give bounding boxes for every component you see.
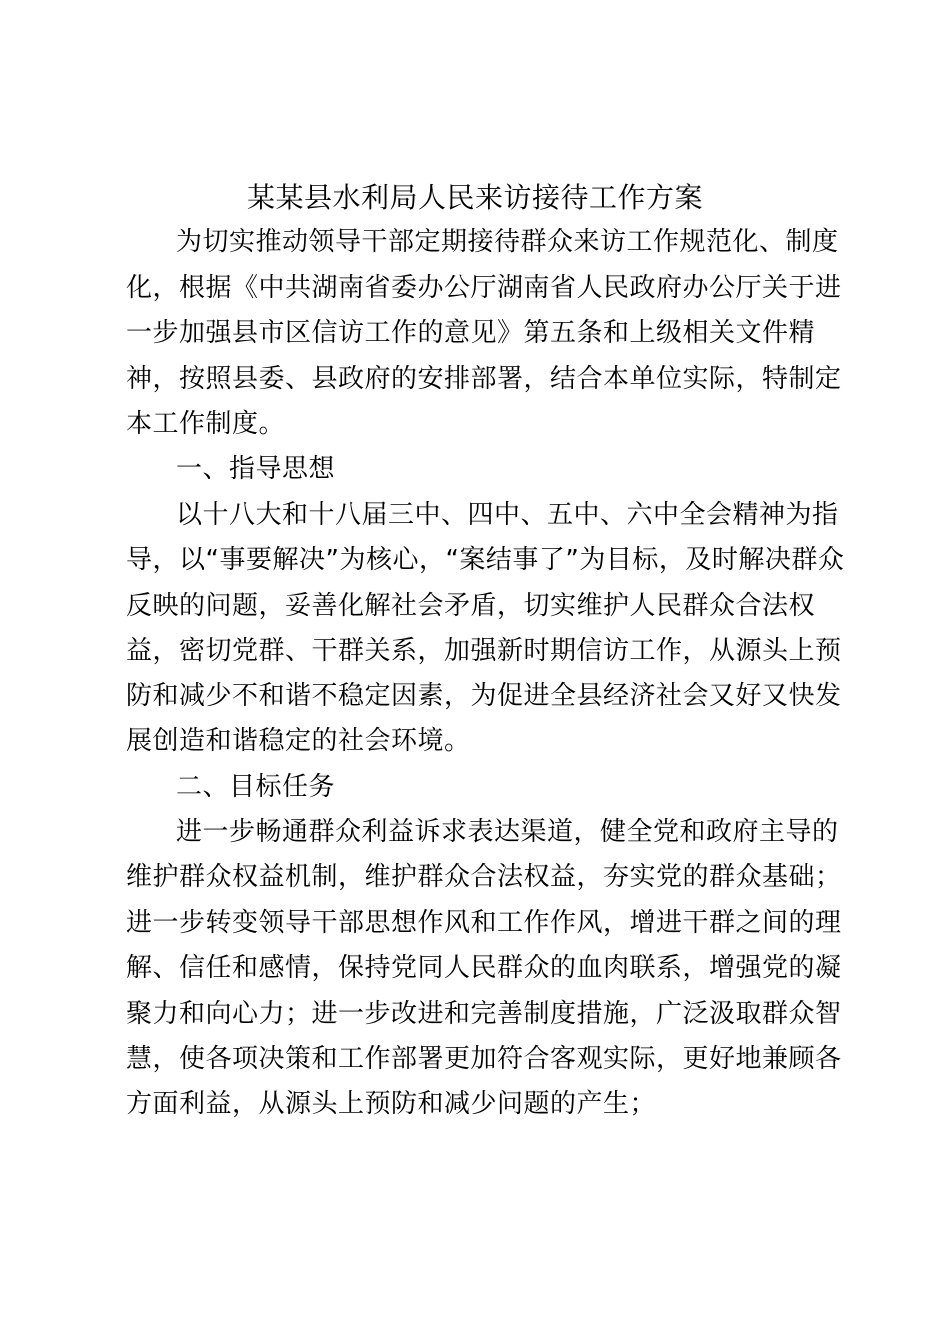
section-heading: 二、目标任务 — [176, 772, 336, 802]
paragraph-line: 一步加强县市区信访工作的意见》第五条和上级相关文件精 — [126, 318, 816, 348]
paragraph-line: 以十八大和十八届三中、四中、五中、六中全会精神为指 — [176, 500, 839, 530]
document-title: 某某县水利局人民来访接待工作方案 — [246, 181, 703, 214]
paragraph-line: 为切实推动领导干部定期接待群众来访工作规范化、制度 — [176, 227, 839, 257]
paragraph-line: 本工作制度。 — [126, 409, 286, 439]
paragraph-line: 维护群众权益机制，维护群众合法权益，夯实党的群众基础； — [126, 862, 842, 892]
paragraph-line: 聚力和向心力；进一步改进和完善制度措施，广泛汲取群众智 — [126, 999, 842, 1029]
paragraph-line: 导，以“事要解决”为核心，“案结事了”为目标，及时解决群众 — [126, 545, 845, 575]
paragraph-line: 神，按照县委、县政府的安排部署，结合本单位实际，特制定 — [126, 364, 842, 394]
paragraph-line: 展创造和谐稳定的社会环境。 — [126, 726, 471, 756]
section-heading: 一、指导思想 — [176, 454, 336, 484]
paragraph-line: 益，密切党群、干群关系，加强新时期信访工作，从源头上预 — [126, 636, 842, 666]
paragraph-line: 化，根据《中共湖南省委办公厅湖南省人民政府办公厅关于进 — [126, 273, 842, 303]
paragraph-line: 方面利益，从源头上预防和减少问题的产生； — [126, 1089, 657, 1119]
paragraph-line: 防和减少不和谐不稳定因素，为促进全县经济社会又好又快发 — [126, 681, 842, 711]
paragraph-line: 进一步转变领导干部思想作风和工作作风，增进干群之间的理 — [126, 908, 842, 938]
paragraph-line: 慧，使各项决策和工作部署更加符合客观实际，更好地兼顾各 — [126, 1044, 842, 1074]
paragraph-line: 解、信任和感情，保持党同人民群众的血肉联系，增强党的凝 — [126, 953, 842, 983]
paragraph-line: 反映的问题，妥善化解社会矛盾，切实维护人民群众合法权 — [126, 591, 816, 621]
paragraph-line: 进一步畅通群众利益诉求表达渠道，健全党和政府主导的 — [176, 817, 839, 847]
